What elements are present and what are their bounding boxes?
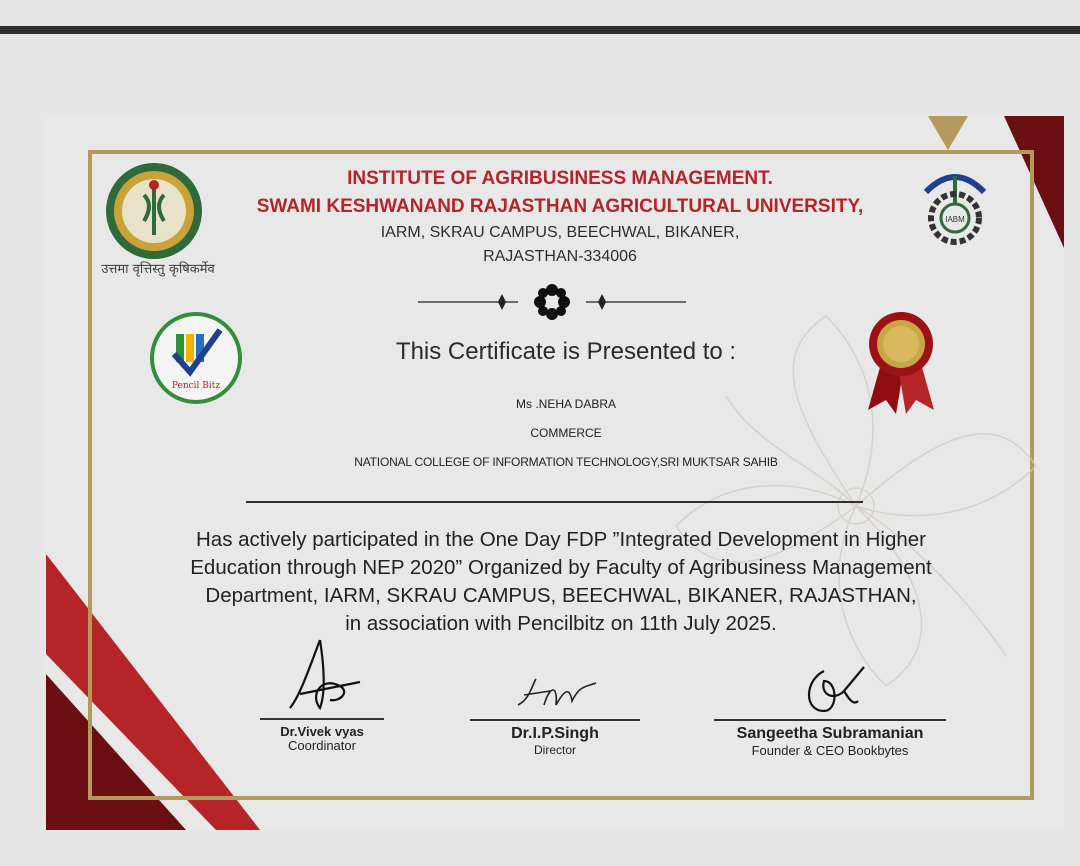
signatory-coordinator [260,718,384,753]
iabm-institute-logo-icon [916,162,994,266]
address-line-2: RAJASTHAN-334006 [483,248,637,265]
university-motto: उत्तमा वृत्तिस्तु कृषिकर्मेव [101,262,215,277]
certificate [46,116,1064,830]
presented-to-heading: This Certificate is Presented to : [395,338,737,365]
pencil-bitz-text: Pencil Bitz [171,381,221,391]
coordinator-signature [280,636,370,716]
founder-name: Sangeetha Subramanian [736,724,924,742]
coordinator-signature-line [260,718,384,720]
coordinator-name: Dr.Vivek vyas [280,723,364,739]
director-role: Director [533,742,576,757]
pencil-bitz-logo-icon [148,310,244,406]
svg-text:IABM: IABM [945,215,965,224]
ornamental-divider-icon [418,278,686,326]
recipient-college: NATIONAL COLLEGE OF INFORMATION TECHNOLOGY,SRI MUKTSAR SAHIB [354,455,778,469]
signatory-director [470,719,640,757]
body-line-1: Has actively participated in the One Day FDP ”Integrated Development in Higher [195,528,926,551]
institute-name: INSTITUTE OF AGRIBUSINESS MANAGEMENT. [347,168,773,189]
director-signature [510,675,600,715]
founder-signature-line [714,719,946,721]
university-name: SWAMI KESHWANAND RAJASTHAN AGRICULTURAL UNIVERSITY, [256,196,864,217]
top-dark-bar [0,26,1080,34]
director-name: Dr.I.P.Singh [511,724,599,742]
founder-role: Founder & CEO Bookbytes [751,742,909,758]
coordinator-role: Coordinator [288,737,356,753]
top-gold-triangle [928,116,968,150]
body-line-2: Education through NEP 2020” Organized by Faculty of Agribusiness Management [190,556,932,579]
recipient-department: COMMERCE [530,426,602,440]
recipient-name: Ms .NEHA DABRA [515,397,617,411]
signatory-founder [714,719,946,758]
divider-rule [246,501,863,503]
founder-signature [794,661,874,717]
director-signature-line [470,719,640,721]
body-line-3: Department, IARM, SKRAU CAMPUS, BEECHWAL, BIKANER, RAJASTHAN, [205,584,917,607]
body-line-4: in association with Pencilbitz on 11th July 2025. [345,612,777,635]
address-line-1: IARM, SKRAU CAMPUS, BEECHWAL, BIKANER, [380,224,740,241]
certificate-body [136,526,986,638]
